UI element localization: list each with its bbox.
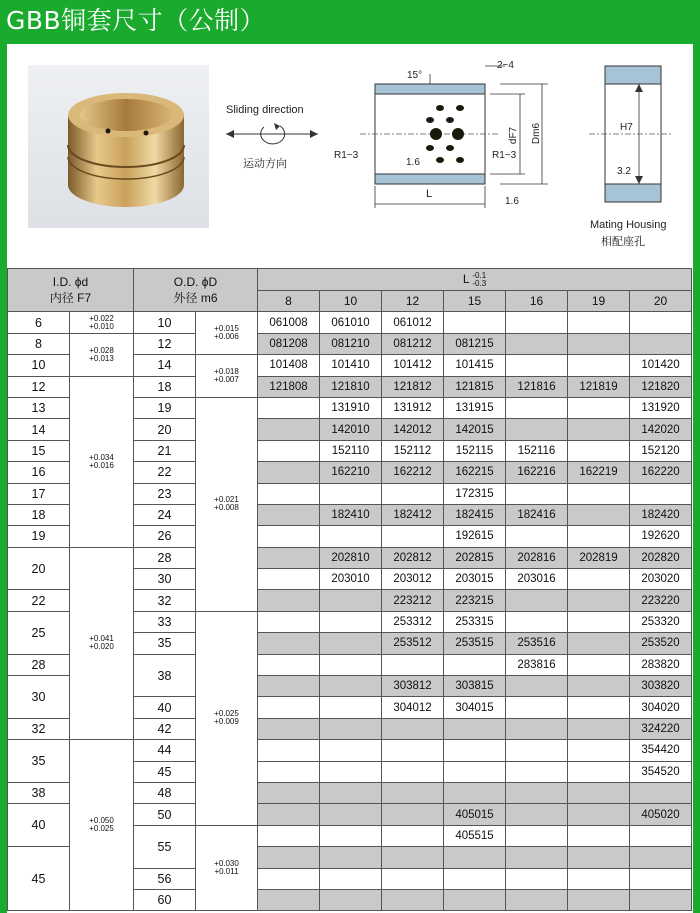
part-number-cell: [630, 312, 692, 333]
part-number-cell: 253315: [444, 611, 506, 632]
od-value: 44: [134, 740, 196, 761]
part-number-cell: 202815: [444, 547, 506, 568]
part-number-cell: [320, 611, 382, 632]
part-number-cell: [506, 397, 568, 418]
od-value: 38: [134, 654, 196, 697]
table-row: [8, 376, 692, 397]
part-number-cell: 253515: [444, 633, 506, 654]
od-value: 56: [134, 868, 196, 889]
part-number-cell: [568, 312, 630, 333]
part-number-cell: [506, 847, 568, 868]
od-value: 40: [134, 697, 196, 718]
part-number-cell: 142012: [382, 419, 444, 440]
part-number-cell: 081215: [444, 333, 506, 354]
part-number-cell: [506, 590, 568, 611]
id-value: 6: [8, 312, 70, 333]
part-number-cell: 121808: [258, 376, 320, 397]
part-number-cell: [382, 804, 444, 825]
part-number-cell: [506, 312, 568, 333]
part-number-cell: 202810: [320, 547, 382, 568]
part-number-cell: 253320: [630, 611, 692, 632]
part-number-cell: 304012: [382, 697, 444, 718]
part-number-cell: [258, 397, 320, 418]
mating-housing-drawing: [585, 62, 675, 212]
part-number-cell: 152110: [320, 440, 382, 461]
part-number-cell: [506, 868, 568, 889]
part-number-cell: 405015: [444, 804, 506, 825]
part-number-cell: 152112: [382, 440, 444, 461]
part-number-cell: [630, 333, 692, 354]
rough-outer-label: 1.6: [505, 196, 519, 207]
table-row: [8, 547, 692, 568]
part-number-cell: [568, 633, 630, 654]
id-tolerance: +0.050 +0.025: [70, 740, 134, 911]
part-number-cell: [568, 782, 630, 803]
part-number-cell: [258, 611, 320, 632]
od-value: 10: [134, 312, 196, 333]
od-value: 18: [134, 376, 196, 397]
part-number-cell: 101415: [444, 355, 506, 376]
part-number-cell: 253520: [630, 633, 692, 654]
id-value: 19: [8, 526, 70, 547]
housing-rough-label: 3.2: [617, 166, 631, 177]
outer-label: Dm6: [531, 122, 543, 145]
part-number-cell: 354420: [630, 740, 692, 761]
table-row: [8, 312, 692, 333]
part-number-cell: [258, 868, 320, 889]
dimension-table: [7, 268, 692, 911]
part-number-cell: [258, 718, 320, 739]
part-number-cell: 283820: [630, 654, 692, 675]
part-number-cell: 142015: [444, 419, 506, 440]
part-number-cell: [258, 889, 320, 910]
part-number-cell: [568, 761, 630, 782]
part-number-cell: 253312: [382, 611, 444, 632]
id-value: 25: [8, 611, 70, 654]
part-number-cell: [320, 590, 382, 611]
od-value: 35: [134, 633, 196, 654]
part-number-cell: [320, 889, 382, 910]
part-number-cell: 152115: [444, 440, 506, 461]
table-row: [8, 333, 692, 354]
part-number-cell: [506, 804, 568, 825]
id-tolerance: +0.034 +0.016: [70, 376, 134, 547]
part-number-cell: 061008: [258, 312, 320, 333]
id-value: 35: [8, 740, 70, 783]
part-number-cell: 182415: [444, 504, 506, 525]
part-number-cell: 131912: [382, 397, 444, 418]
part-number-cell: [506, 419, 568, 440]
part-number-cell: 101408: [258, 355, 320, 376]
part-number-cell: [506, 825, 568, 846]
part-number-cell: [506, 889, 568, 910]
part-number-cell: [320, 804, 382, 825]
page-title: GBB铜套尺寸（公制）: [6, 6, 266, 35]
part-number-cell: [320, 868, 382, 889]
od-value: 12: [134, 333, 196, 354]
part-number-cell: 142020: [630, 419, 692, 440]
part-number-cell: 182416: [506, 504, 568, 525]
part-number-cell: [258, 504, 320, 525]
part-number-cell: 304015: [444, 697, 506, 718]
id-value: 16: [8, 462, 70, 483]
part-number-cell: 162216: [506, 462, 568, 483]
part-number-cell: [568, 804, 630, 825]
od-value: 30: [134, 569, 196, 590]
od-value: 50: [134, 804, 196, 825]
part-number-cell: 223212: [382, 590, 444, 611]
part-number-cell: 304020: [630, 697, 692, 718]
part-number-cell: [258, 483, 320, 504]
od-value: 26: [134, 526, 196, 547]
part-number-cell: [258, 676, 320, 697]
part-number-cell: [258, 825, 320, 846]
part-number-cell: [568, 825, 630, 846]
part-number-cell: [568, 889, 630, 910]
housing-label: H7: [620, 122, 633, 133]
part-number-cell: 182412: [382, 504, 444, 525]
part-number-cell: [444, 718, 506, 739]
length-col-header: 20: [630, 291, 692, 312]
length-col-header: 16: [506, 291, 568, 312]
part-number-cell: [320, 654, 382, 675]
part-number-cell: [258, 547, 320, 568]
part-number-cell: [568, 526, 630, 547]
part-number-cell: [320, 526, 382, 547]
part-number-cell: 202819: [568, 547, 630, 568]
part-number-cell: 121820: [630, 376, 692, 397]
length-col-header: 15: [444, 291, 506, 312]
part-number-cell: [444, 654, 506, 675]
part-number-cell: [630, 868, 692, 889]
part-number-cell: [506, 697, 568, 718]
part-number-cell: [320, 740, 382, 761]
part-number-cell: [382, 718, 444, 739]
id-value: 32: [8, 718, 70, 739]
id-value: 20: [8, 547, 70, 590]
od-value: 20: [134, 419, 196, 440]
part-number-cell: [320, 761, 382, 782]
part-number-cell: [258, 847, 320, 868]
part-number-cell: [320, 847, 382, 868]
part-number-cell: [382, 654, 444, 675]
part-number-cell: [506, 740, 568, 761]
bushing-photo: [28, 65, 209, 228]
part-number-cell: [382, 483, 444, 504]
part-number-cell: 192615: [444, 526, 506, 547]
part-number-cell: [506, 782, 568, 803]
part-number-cell: 203020: [630, 569, 692, 590]
part-number-cell: 172315: [444, 483, 506, 504]
id-value: 40: [8, 804, 70, 847]
part-number-cell: 162212: [382, 462, 444, 483]
part-number-cell: 223215: [444, 590, 506, 611]
part-number-cell: [568, 590, 630, 611]
part-number-cell: [568, 740, 630, 761]
part-number-cell: 253512: [382, 633, 444, 654]
part-number-cell: [506, 526, 568, 547]
part-number-cell: [506, 761, 568, 782]
part-number-cell: 162219: [568, 462, 630, 483]
od-value: 19: [134, 397, 196, 418]
part-number-cell: 182420: [630, 504, 692, 525]
part-number-cell: [382, 868, 444, 889]
part-number-cell: 101412: [382, 355, 444, 376]
part-number-cell: [568, 419, 630, 440]
length-header: L -0.1 -0.3: [258, 269, 692, 291]
id-header: I.D. ϕd 内径 F7: [8, 269, 134, 312]
part-number-cell: 101420: [630, 355, 692, 376]
part-number-cell: 121819: [568, 376, 630, 397]
part-number-cell: 203015: [444, 569, 506, 590]
part-number-cell: 131920: [630, 397, 692, 418]
id-value: 10: [8, 355, 70, 376]
part-number-cell: 303820: [630, 676, 692, 697]
table-row: [8, 740, 692, 761]
part-number-cell: [568, 611, 630, 632]
part-number-cell: [258, 782, 320, 803]
id-value: 18: [8, 504, 70, 525]
part-number-cell: 303815: [444, 676, 506, 697]
part-number-cell: [630, 889, 692, 910]
part-number-cell: [444, 761, 506, 782]
part-number-cell: [382, 740, 444, 761]
mating-housing-cn-label: 相配座孔: [601, 236, 645, 248]
part-number-cell: [382, 825, 444, 846]
part-number-cell: 121816: [506, 376, 568, 397]
part-number-cell: 061010: [320, 312, 382, 333]
length-col-header: 12: [382, 291, 444, 312]
angle-label: 15°: [407, 70, 423, 81]
part-number-cell: [382, 761, 444, 782]
od-value: 33: [134, 611, 196, 632]
part-number-cell: [444, 868, 506, 889]
od-value: 48: [134, 782, 196, 803]
part-number-cell: [506, 676, 568, 697]
part-number-cell: [568, 654, 630, 675]
sliding-direction-cn-label: 运动方向: [243, 158, 287, 170]
part-number-cell: [320, 633, 382, 654]
part-number-cell: [568, 847, 630, 868]
groove-label: 2~4: [497, 60, 514, 71]
length-label: L: [426, 188, 433, 200]
part-number-cell: 121810: [320, 376, 382, 397]
part-number-cell: 152116: [506, 440, 568, 461]
part-number-cell: 121812: [382, 376, 444, 397]
od-value: 60: [134, 889, 196, 910]
part-number-cell: [568, 718, 630, 739]
part-number-cell: [258, 569, 320, 590]
od-value: 22: [134, 462, 196, 483]
radius-right-label: R1~3: [492, 150, 517, 161]
part-number-cell: [382, 847, 444, 868]
part-number-cell: [568, 569, 630, 590]
part-number-cell: [258, 654, 320, 675]
part-number-cell: [568, 868, 630, 889]
part-number-cell: [568, 697, 630, 718]
part-number-cell: 121815: [444, 376, 506, 397]
od-value: 55: [134, 825, 196, 868]
part-number-cell: 081210: [320, 333, 382, 354]
id-tolerance: +0.041 +0.020: [70, 547, 134, 740]
part-number-cell: 202812: [382, 547, 444, 568]
page-header: [0, 0, 700, 44]
id-value: 14: [8, 419, 70, 440]
part-number-cell: [258, 804, 320, 825]
part-number-cell: 354520: [630, 761, 692, 782]
id-value: 28: [8, 654, 70, 675]
length-col-header: 19: [568, 291, 630, 312]
bore-label: dF7: [508, 126, 520, 145]
od-tolerance: +0.030 +0.011: [196, 825, 258, 911]
part-number-cell: [568, 355, 630, 376]
part-number-cell: 131910: [320, 397, 382, 418]
part-number-cell: 203010: [320, 569, 382, 590]
part-number-cell: [568, 397, 630, 418]
part-number-cell: 081212: [382, 333, 444, 354]
od-tolerance: +0.018 +0.007: [196, 355, 258, 398]
part-number-cell: [568, 483, 630, 504]
part-number-cell: [258, 740, 320, 761]
length-col-header: 8: [258, 291, 320, 312]
part-number-cell: [630, 782, 692, 803]
id-value: 12: [8, 376, 70, 397]
part-number-cell: [568, 333, 630, 354]
part-number-cell: [630, 847, 692, 868]
part-number-cell: [444, 847, 506, 868]
od-value: 21: [134, 440, 196, 461]
part-number-cell: 223220: [630, 590, 692, 611]
part-number-cell: [320, 782, 382, 803]
od-value: 24: [134, 504, 196, 525]
part-number-cell: [444, 889, 506, 910]
part-number-cell: 303812: [382, 676, 444, 697]
id-value: 8: [8, 333, 70, 354]
od-header: O.D. ϕD 外径 m6: [134, 269, 258, 312]
part-number-cell: [320, 697, 382, 718]
part-number-cell: [320, 718, 382, 739]
part-number-cell: 081208: [258, 333, 320, 354]
radius-left-label: R1~3: [334, 150, 359, 161]
part-number-cell: 152120: [630, 440, 692, 461]
od-value: 42: [134, 718, 196, 739]
part-number-cell: [258, 633, 320, 654]
part-number-cell: [382, 526, 444, 547]
id-value: 22: [8, 590, 70, 611]
part-number-cell: [444, 740, 506, 761]
part-number-cell: [506, 483, 568, 504]
od-value: 45: [134, 761, 196, 782]
id-value: 45: [8, 847, 70, 911]
part-number-cell: [320, 483, 382, 504]
sliding-direction-label: Sliding direction: [226, 104, 304, 116]
part-number-cell: [568, 440, 630, 461]
part-number-cell: [258, 440, 320, 461]
part-number-cell: [258, 462, 320, 483]
mating-housing-label: Mating Housing: [590, 219, 667, 231]
id-tolerance: +0.028 +0.013: [70, 333, 134, 376]
part-number-cell: [506, 355, 568, 376]
part-number-cell: [258, 697, 320, 718]
part-number-cell: 405515: [444, 825, 506, 846]
part-number-cell: 192620: [630, 526, 692, 547]
id-value: 13: [8, 397, 70, 418]
part-number-cell: [382, 889, 444, 910]
part-number-cell: 162220: [630, 462, 692, 483]
part-number-cell: [506, 611, 568, 632]
part-number-cell: [320, 825, 382, 846]
part-number-cell: [258, 761, 320, 782]
od-value: 28: [134, 547, 196, 568]
id-value: 17: [8, 483, 70, 504]
part-number-cell: 061012: [382, 312, 444, 333]
part-number-cell: 101410: [320, 355, 382, 376]
part-number-cell: 131915: [444, 397, 506, 418]
part-number-cell: [258, 419, 320, 440]
part-number-cell: [506, 718, 568, 739]
part-number-cell: 253516: [506, 633, 568, 654]
od-value: 23: [134, 483, 196, 504]
part-number-cell: 203016: [506, 569, 568, 590]
length-col-header: 10: [320, 291, 382, 312]
part-number-cell: [444, 312, 506, 333]
od-tolerance: +0.021 +0.008: [196, 397, 258, 611]
id-value: 15: [8, 440, 70, 461]
od-tolerance: +0.015 +0.006: [196, 312, 258, 355]
id-tolerance: +0.022 +0.010: [70, 312, 134, 333]
part-number-cell: 142010: [320, 419, 382, 440]
part-number-cell: [630, 483, 692, 504]
part-number-cell: 283816: [506, 654, 568, 675]
id-value: 30: [8, 676, 70, 719]
part-number-cell: [630, 825, 692, 846]
part-number-cell: 203012: [382, 569, 444, 590]
part-number-cell: [444, 782, 506, 803]
part-number-cell: [568, 504, 630, 525]
part-number-cell: [506, 333, 568, 354]
part-number-cell: [320, 676, 382, 697]
id-value: 38: [8, 782, 70, 803]
rough-inner-label: 1.6: [406, 157, 420, 168]
part-number-cell: 162210: [320, 462, 382, 483]
part-number-cell: 202820: [630, 547, 692, 568]
part-number-cell: 405020: [630, 804, 692, 825]
part-number-cell: [382, 782, 444, 803]
od-value: 32: [134, 590, 196, 611]
part-number-cell: 324220: [630, 718, 692, 739]
part-number-cell: 162215: [444, 462, 506, 483]
sliding-direction-icon: [222, 118, 322, 156]
od-value: 14: [134, 355, 196, 376]
part-number-cell: [568, 676, 630, 697]
part-number-cell: [258, 590, 320, 611]
part-number-cell: 202816: [506, 547, 568, 568]
part-number-cell: 182410: [320, 504, 382, 525]
part-number-cell: [258, 526, 320, 547]
od-tolerance: +0.025 +0.009: [196, 611, 258, 825]
